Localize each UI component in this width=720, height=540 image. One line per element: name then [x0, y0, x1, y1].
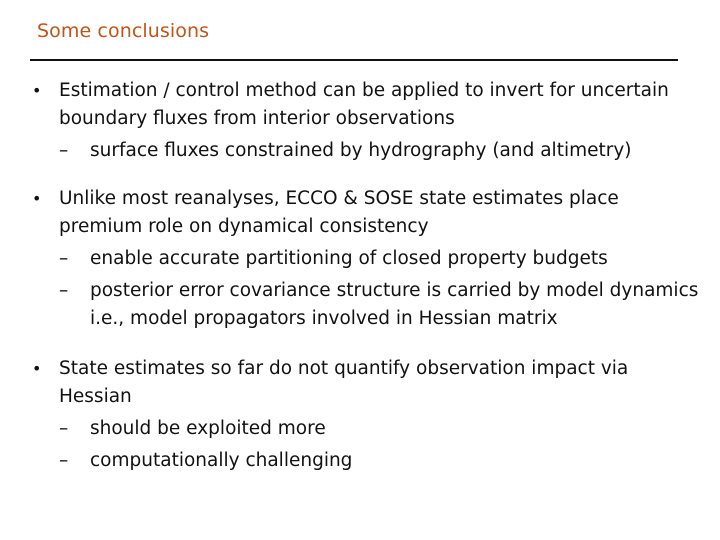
sub-bullet-text: should be exploited more [90, 418, 326, 439]
bullet-item [30, 185, 700, 333]
bullet-text: Unlike most reanalyses, ECCO & SOSE state estimates place premium role on dynamical consistency [59, 188, 619, 237]
sub-bullet-item [59, 245, 700, 273]
sub-bullet-item [59, 447, 700, 475]
bullet-item [30, 355, 700, 475]
sub-bullet-text: enable accurate partitioning of closed property budgets [90, 248, 608, 269]
sub-bullet-item [59, 137, 700, 165]
sub-bullet-text: surface fluxes constrained by hydrography (and altimetry) [90, 140, 632, 161]
bullet-item [30, 77, 700, 165]
sub-bullet-marker: – [59, 248, 69, 269]
slide-body [30, 77, 700, 489]
bullet-text: Estimation / control method can be applied to invert for uncertain boundary fluxes from interior observations [59, 80, 669, 129]
sub-bullet-text: posterior error covariance structure is carried by model dynamics i.e., model propagators involved in Hessian matrix [90, 280, 699, 329]
sub-bullet-item [59, 277, 700, 333]
sub-bullet-marker: – [59, 280, 69, 301]
slide-title: Some conclusions [37, 20, 210, 42]
bullet-marker: • [32, 359, 42, 378]
sub-bullet-marker: – [59, 140, 69, 161]
sub-bullet-marker: – [59, 450, 69, 471]
bullet-marker: • [32, 189, 42, 208]
sub-bullet-item [59, 415, 700, 443]
bullet-marker: • [32, 81, 42, 100]
bullet-text: State estimates so far do not quantify observation impact via Hessian [59, 358, 629, 407]
title-divider [30, 59, 678, 61]
sub-bullet-marker: – [59, 418, 69, 439]
sub-bullet-text: computationally challenging [90, 450, 353, 471]
